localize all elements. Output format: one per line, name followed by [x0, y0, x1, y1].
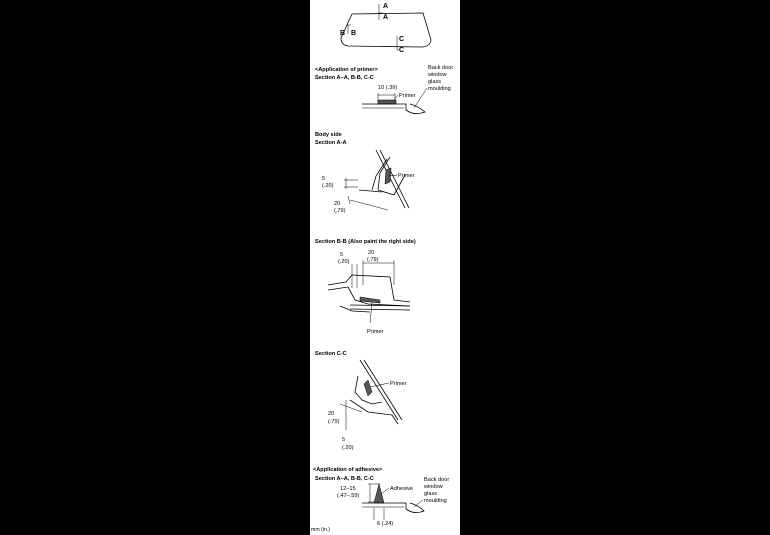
- adhesive-heading: <Application of adhesive>: [313, 467, 383, 473]
- adhesive-dim-height-value: 12–15: [340, 486, 356, 492]
- aa-primer-label: Primer: [398, 173, 415, 179]
- label-a-top: A: [383, 3, 389, 10]
- label-b-right: B: [351, 30, 357, 37]
- moulding-line-4: moulding: [428, 86, 451, 92]
- bb-dim-20-inch: (.79): [367, 257, 379, 263]
- adhesive-moulding-line-4: moulding: [424, 498, 447, 504]
- units-note: mm (in.): [311, 527, 331, 533]
- section-bb-heading: Section B-B (Also paint the right side): [315, 239, 416, 245]
- adhesive-bead: [374, 484, 384, 503]
- diagram-canvas: [310, 0, 460, 535]
- adhesive-leader: [381, 488, 389, 494]
- primer-band: [378, 100, 396, 104]
- body-side-heading: Body side: [315, 132, 342, 138]
- label-a-bottom: A: [383, 14, 389, 21]
- cc-dim-5-value: 5: [342, 437, 346, 443]
- primer-section: [315, 65, 453, 114]
- cc-primer-leader: [370, 383, 389, 387]
- primer-label: Primer: [399, 93, 416, 99]
- service-manual-page: [310, 0, 460, 535]
- moulding-line-2: window: [428, 72, 447, 78]
- aa-dim-20-line: [348, 196, 388, 210]
- adhesive-dim-height-inch: (.47–.59): [337, 493, 360, 499]
- cc-dim-20-value: 20: [328, 411, 335, 417]
- bb-dim-5-inch: (.20): [338, 259, 350, 265]
- bb-dim-20-value: 20: [368, 250, 375, 256]
- adhesive-sections-label: Section A–A, B-B, C-C: [315, 476, 374, 482]
- bb-primer-label: Primer: [367, 329, 384, 335]
- primer-sections-label: Section A–A, B-B, C-C: [315, 75, 374, 81]
- aa-glass: [376, 150, 409, 208]
- adhesive-moulding-leader: [414, 500, 423, 507]
- adhesive-moulding-line-2: window: [424, 484, 443, 490]
- bb-glass: [350, 305, 410, 310]
- aa-dim-5-inch: (.20): [322, 183, 334, 189]
- moulding-leader: [414, 88, 427, 108]
- aa-dim-20-inch: (.79): [334, 208, 346, 214]
- moulding-line-3: glass: [428, 79, 442, 85]
- adhesive-section: [311, 467, 449, 533]
- adhesive-moulding-line-3: glass: [424, 491, 438, 497]
- cc-primer-label: Primer: [390, 381, 407, 387]
- adhesive-glass-moulding: [362, 503, 424, 513]
- primer-dimension: 10 (.39): [378, 85, 398, 91]
- label-c-bottom: C: [399, 47, 405, 54]
- bb-dimension-lines: [352, 260, 394, 288]
- windshield-overview: [340, 3, 431, 54]
- adhesive-width-line: [374, 508, 384, 520]
- primer-leader: [394, 95, 398, 100]
- cc-dim-5-inch: (.20): [342, 445, 354, 451]
- bb-body-lower: [328, 287, 410, 306]
- aa-dim-5-value: 5: [322, 176, 326, 182]
- section-cc: [315, 351, 407, 451]
- section-bb: [315, 239, 416, 335]
- aa-dim-5-line: [344, 178, 358, 189]
- adhesive-label: Adhesive: [390, 486, 414, 492]
- section-cc-heading: Section C-C: [315, 351, 347, 357]
- moulding-line-1: Back door: [428, 65, 454, 71]
- bb-primer-leader: [370, 303, 372, 323]
- adhesive-moulding-line-1: Back door: [424, 477, 450, 483]
- body-side-section-aa: [315, 132, 415, 214]
- bb-dim-5-value: 5: [340, 252, 344, 258]
- cc-dim-20-line: [340, 400, 362, 430]
- adhesive-dim-width: 6 (.24): [377, 521, 394, 527]
- section-aa-label: Section A-A: [315, 140, 347, 146]
- primer-heading: <Application of primer>: [315, 67, 378, 73]
- label-b-left: B: [340, 30, 346, 37]
- aa-dim-20-value: 20: [334, 201, 341, 207]
- cc-dim-20-inch: (.79): [328, 419, 340, 425]
- label-c-top: C: [399, 36, 405, 43]
- cc-primer-area: [364, 380, 372, 396]
